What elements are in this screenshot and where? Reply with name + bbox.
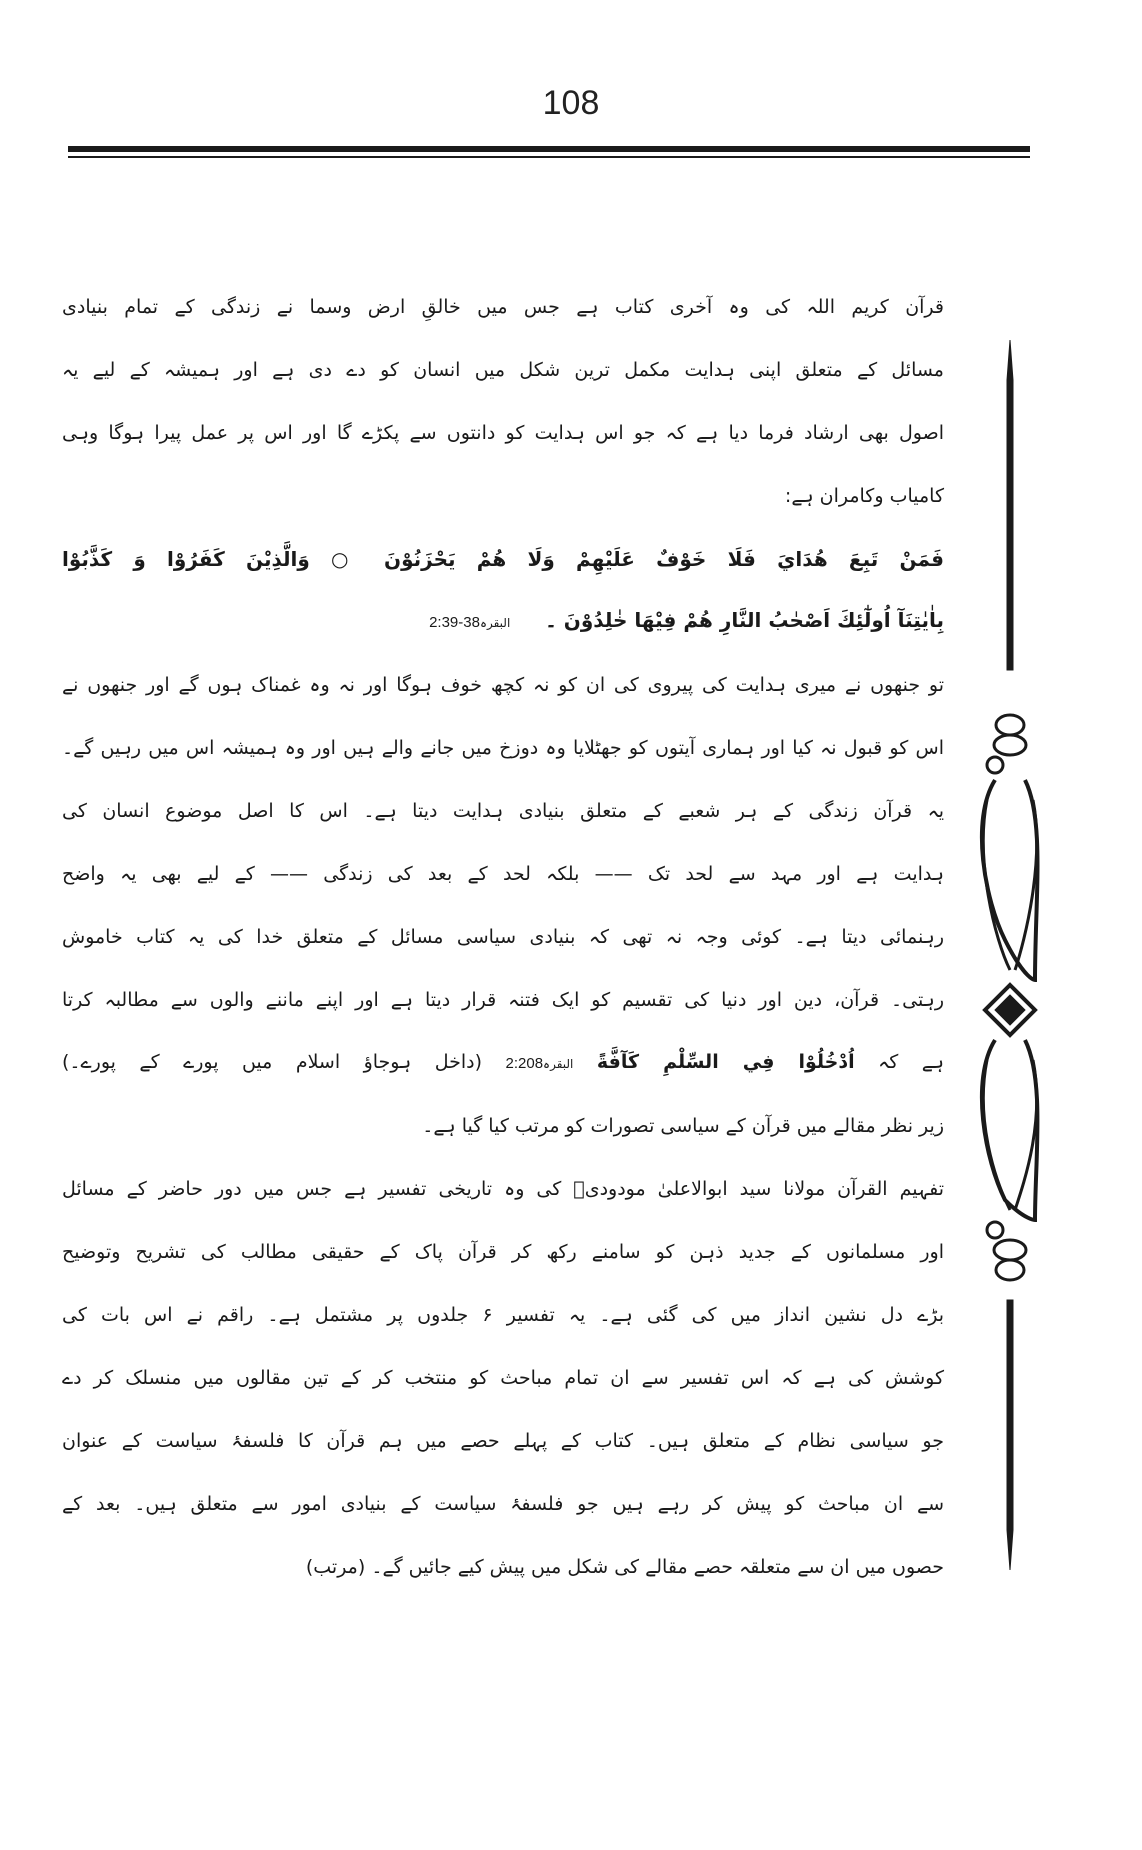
- page-number: 108: [542, 84, 600, 122]
- header-rule-thin: [68, 156, 1030, 158]
- text-line-content: یہ قرآن زندگی کے ہر شعبے کے متعلق بنیادی ہدایت دیتا ہے۔ اس کا اصل موضوع انسان کی: [62, 799, 944, 822]
- text-line-content: مسائل کے متعلق اپنی ہدایت مکمل ترین شکل میں انسان کو دے دی ہے اور ہمیشہ کے لیے یہ: [62, 358, 944, 381]
- text-line: [62, 1409, 944, 1472]
- quran-verse-line: [62, 590, 944, 653]
- text-line-content: کامیاب وکامران ہے:: [784, 484, 944, 507]
- line-prefix: ہے کہ: [878, 1050, 945, 1073]
- text-line: [62, 338, 944, 401]
- text-line-content: سے ان مباحث کو پیش کر رہے ہیں جو فلسفۂ سیاست کے بنیادی امور سے متعلق ہیں۔ بعد کے: [62, 1492, 944, 1515]
- inline-verse: اُدْخُلُوْا فِي السِّلْمِ كَآفَّةً: [596, 1050, 855, 1073]
- text-line-content: حصوں میں ان سے متعلقہ حصے مقالے کی شکل میں پیش کیے جائیں گے۔ (مرتب): [305, 1555, 944, 1578]
- text-line: [62, 401, 944, 464]
- text-line: [62, 716, 944, 779]
- verse-text: بِاٰيٰتِنَآ اُولٰٓئِكَ اَصْحٰبُ النَّارِ هُمْ فِيْهَا خٰلِدُوْنَ ۔: [545, 608, 944, 632]
- text-line-content: اصول بھی ارشاد فرما دیا ہے کہ جو اس ہدایت کو دانتوں سے پکڑے گا اور اس پر عمل پیرا ہوگا وہی: [62, 421, 944, 444]
- header-rule-thick: [68, 146, 1030, 152]
- text-line-content: بڑے دل نشین انداز میں کی گئی ہے۔ یہ تفسیر ۶ جلدوں پر مشتمل ہے۔ راقم نے اس بات کی: [62, 1303, 944, 1326]
- text-line-content: ہدایت ہے اور مہد سے لحد تک —— بلکہ لحد کے بعد کی زندگی —— کے لیے بھی یہ واضح: [62, 862, 944, 885]
- text-line-content: اس کو قبول نہ کیا اور ہماری آیتوں کو جھٹلایا وہ دوزخ میں جانے والے ہیں اور وہ ہمیشہ اس میں رہیں گے۔: [62, 736, 944, 759]
- verse-line-content: [62, 605, 944, 638]
- text-line: [62, 842, 944, 905]
- text-line-content: زیر نظر مقالے میں قرآن کے سیاسی تصورات کو مرتب کیا گیا ہے۔: [422, 1114, 944, 1137]
- text-line-content: اور مسلمانوں کے جدید ذہن کو سامنے رکھ کر قرآن پاک کے حقیقی مطالب کی تشریح وتوضیح: [62, 1240, 944, 1263]
- text-line-content: رہتی۔ قرآن، دین اور دنیا کی تقسیم کو ایک فتنہ قرار دیتا ہے اور اپنے ماننے والوں سے مطالبہ کرتا: [62, 988, 944, 1011]
- text-line: [62, 1472, 944, 1535]
- text-line: [62, 464, 944, 527]
- verse-reference-label: البقرہ: [479, 616, 511, 630]
- text-line: [62, 1157, 944, 1220]
- text-line-content: جو سیاسی نظام کے متعلق ہیں۔ کتاب کے پہلے حصے میں ہم قرآن کا فلسفۂ سیاست کے عنوان: [62, 1429, 944, 1452]
- text-line: [62, 1535, 944, 1598]
- text-line-content: تفہیم القرآن مولانا سید ابوالاعلیٰ مودودیؒ کی وہ تاریخی تفسیر ہے جس میں دور حاضر کے مسائل: [62, 1177, 944, 1200]
- verse-reference-number: 2:39-38: [429, 614, 480, 631]
- verse-translation: (داخل ہوجاؤ اسلام میں پورے کے پورے۔): [62, 1050, 483, 1073]
- ornamental-border: [975, 340, 1045, 1570]
- text-line: [62, 275, 944, 338]
- text-line: [62, 1346, 944, 1409]
- text-line: [62, 905, 944, 968]
- text-line: [62, 779, 944, 842]
- text-line-content: رہنمائی دیتا ہے۔ کوئی وجہ نہ تھی کہ بنیادی سیاسی مسائل کے متعلق خدا کی یہ کتاب خاموش: [62, 925, 944, 948]
- text-line-content: تو جنھوں نے میری ہدایت کی پیروی کی ان کو نہ کچھ خوف ہوگا اور نہ وہ غمناک ہوں گے اور جنھوں نے: [62, 673, 944, 696]
- quran-verse-line: [62, 527, 944, 590]
- text-line: [62, 653, 944, 716]
- text-line: [62, 1094, 944, 1157]
- text-line-content: کوشش کی ہے کہ اس تفسیر سے ان تمام مباحث کو منتخب کر کے تین مقالوں میں منسلک کر دے: [62, 1366, 944, 1389]
- text-line: [62, 968, 944, 1031]
- text-line-content: قرآن کریم اللہ کی وہ آخری کتاب ہے جس میں خالقِ ارض وسما نے زندگی کے تمام بنیادی: [62, 295, 944, 318]
- verse-reference-number: 2:208: [505, 1054, 544, 1072]
- verse-reference-label: البقرہ: [543, 1056, 574, 1071]
- text-line: [62, 1283, 944, 1346]
- text-line-content: [62, 1047, 944, 1079]
- verse-text: فَمَنْ تَبِعَ هُدَايَ فَلَا خَوْفٌ عَلَيْهِمْ وَلَا هُمْ يَحْزَنُوْنَ ○ وَالَّذِيْنَ كَفَرُوْا وَ كَذَّبُوْا: [62, 546, 944, 571]
- text-line: [62, 1031, 944, 1094]
- text-line: [62, 1220, 944, 1283]
- body-text: [62, 275, 944, 1598]
